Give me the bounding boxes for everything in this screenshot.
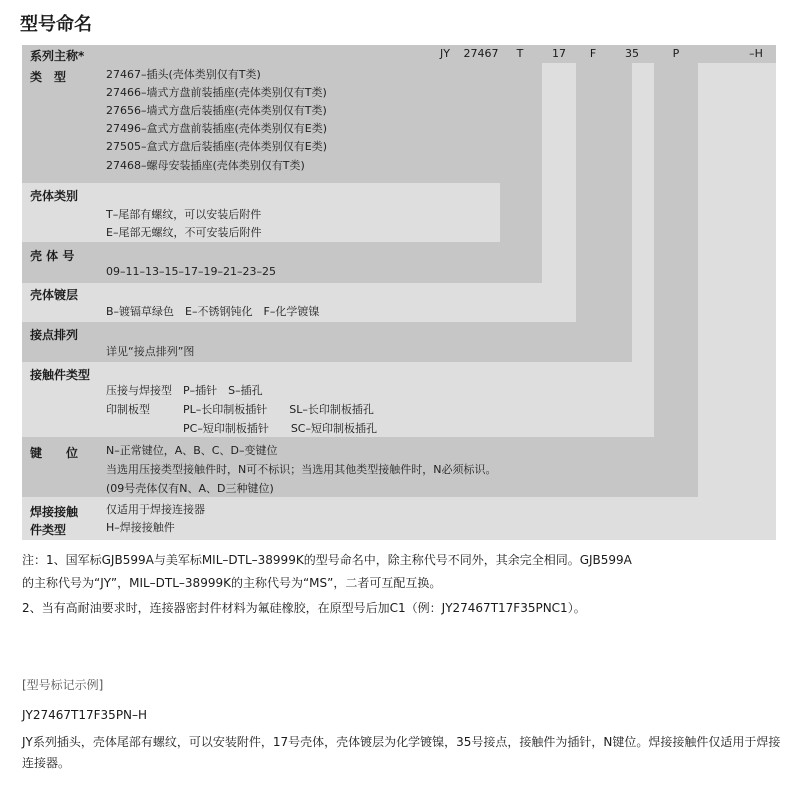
key-position-note: (09号壳体仅有N、A、D三种键位) (106, 482, 274, 495)
contact-type-option: PC–短印制板插针 SC–短印制板插孔 (106, 422, 377, 435)
contact-type-option: 压接与焊接型 P–插针 S–插孔 (106, 384, 263, 397)
code-part-type: 27467 (463, 47, 499, 60)
contact-type-option: 印制板型 PL–长印制板插针 SL–长印制板插孔 (106, 403, 374, 416)
code-part-plating: F (589, 47, 597, 60)
type-option: 27505–盒式方盘后装插座(壳体类别仅有E类) (106, 140, 328, 153)
code-part-key (698, 45, 736, 63)
type-option: 27467–插头(壳体类别仅有T类) (106, 68, 261, 81)
type-label: 类 型 (30, 70, 67, 84)
example-heading: [型号标记示例] (22, 678, 104, 692)
shell-plating-label: 壳体镀层 (30, 288, 79, 302)
welding-contact-note: 仅适用于焊接连接器 (106, 503, 205, 516)
code-part-contact: P (672, 47, 680, 60)
code-part-suffix: –H (749, 47, 763, 60)
shell-size-options: 09–11–13–15–17–19–21–23–25 (106, 265, 276, 278)
key-position-option: N–正常键位，A、B、C、D–变键位 (106, 444, 278, 457)
note-line: 2、当有高耐油要求时，连接器密封件材料为氟硅橡胶，在原型号后加C1（例：JY27467T17F35PNC1）。 (22, 601, 586, 615)
welding-contact-label-cont: 件类型 (30, 523, 67, 537)
type-option: 27496–盒式方盘前装插座(壳体类别仅有E类) (106, 122, 328, 135)
series-main-name-label: 系列主称* (30, 49, 85, 63)
type-option: 27466–墙式方盘前装插座(壳体类别仅有T类) (106, 86, 327, 99)
code-part-shell-category: T (516, 47, 524, 60)
example-code: JY27467T17F35PN–H (22, 708, 148, 722)
type-option: 27656–墙式方盘后装插座(壳体类别仅有T类) (106, 104, 327, 117)
example-description: JY系列插头，壳体尾部有螺纹，可以安装附件，17号壳体，壳体镀层为化学镀镍，35号接点，接触件为插针，N键位。焊接接触件仅适用于焊接连接器。 (22, 735, 781, 770)
key-position-label: 键 位 (30, 446, 79, 460)
shell-size-label: 壳 体 号 (30, 249, 75, 263)
shell-category-option: E–尾部无螺纹，不可安装后附件 (106, 226, 262, 239)
contact-arrangement-label: 接点排列 (30, 328, 79, 342)
code-part-jy: JY (440, 47, 450, 60)
key-position-note: 当选用压接类型接触件时，N可不标识；当选用其他类型接触件时，N必须标识。 (106, 463, 497, 476)
note-line: 注：1、国军标GJB599A与美军标MIL–DTL–38999K的型号命名中，除主称代号不同外，其余完全相同。GJB599A (22, 553, 632, 567)
shell-category-option: T–尾部有螺纹，可以安装后附件 (106, 208, 262, 221)
shell-plating-options: B–镀镉草绿色 E–不锈钢钝化 F–化学镀镍 (106, 305, 320, 318)
page-title: 型号命名 (20, 14, 92, 35)
welding-contact-label: 焊接接触 (30, 505, 79, 519)
code-part-shell-size: 17 (552, 47, 566, 60)
shell-category-label: 壳体类别 (30, 189, 79, 203)
code-part-arrangement: 35 (625, 47, 639, 60)
welding-contact-option: H–焊接接触件 (106, 521, 175, 534)
type-option: 27468–螺母安装插座(壳体类别仅有T类) (106, 159, 305, 172)
contact-arrangement-note: 详见“接点排列”图 (106, 345, 195, 358)
contact-type-label: 接触件类型 (30, 368, 91, 382)
note-line: 的主称代号为“JY”，MIL–DTL–38999K的主称代号为“MS”，二者可互配互换。 (22, 576, 442, 590)
